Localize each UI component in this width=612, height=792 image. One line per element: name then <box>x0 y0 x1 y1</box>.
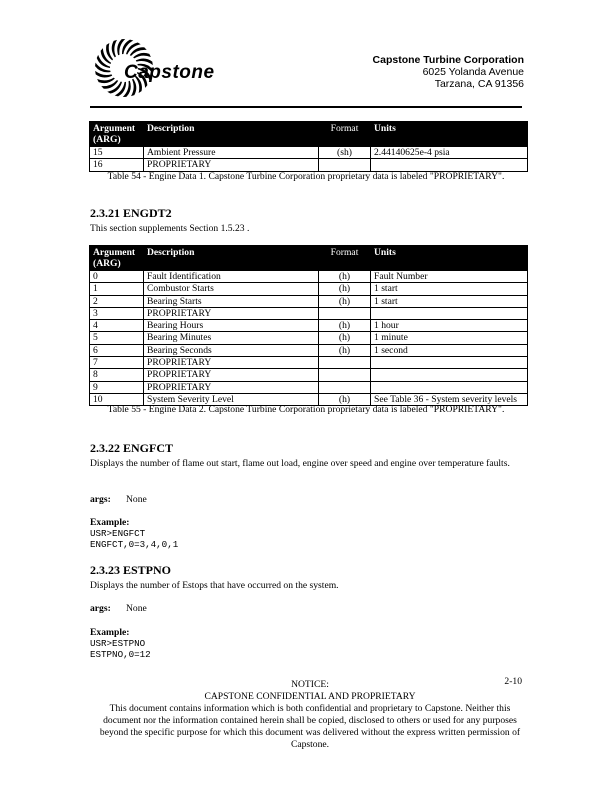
cell-format: (h) <box>319 393 371 405</box>
table-row <box>90 344 528 356</box>
cell-units: 1 hour <box>371 320 528 332</box>
section-heading-engfct: 2.3.22 ENGFCT <box>90 441 174 455</box>
column-header-description: Description <box>144 246 319 271</box>
turbine-blade <box>97 78 115 84</box>
cell-argument: 9 <box>90 381 144 393</box>
engine-data-1-table <box>89 121 528 172</box>
cell-argument: 4 <box>90 320 144 332</box>
cell-argument: 16 <box>90 159 144 171</box>
cell-units: Fault Number <box>371 271 528 283</box>
section-heading-engdt2: 2.3.21 ENGDT2 <box>90 206 172 220</box>
turbine-blade <box>133 53 151 59</box>
section-heading-estpno: 2.3.23 ESTPNO <box>90 563 172 577</box>
cell-units: 1 start <box>371 283 528 295</box>
header-divider <box>90 106 522 108</box>
cell-format: (h) <box>319 344 371 356</box>
table-row <box>90 369 528 381</box>
cell-argument: 0 <box>90 271 144 283</box>
turbine-blade <box>112 40 117 58</box>
cell-description: Bearing Starts <box>144 295 319 307</box>
column-header-format: Format <box>319 122 371 147</box>
address-line-1: 6025 Yolanda Avenue <box>422 66 524 78</box>
capstone-logo <box>90 38 220 98</box>
table-row <box>90 295 528 307</box>
cell-format: (h) <box>319 295 371 307</box>
cell-format <box>319 159 371 171</box>
cell-argument: 5 <box>90 332 144 344</box>
args-line-engfct <box>90 494 147 505</box>
address-line-2: Tarzana, CA 91356 <box>434 78 524 90</box>
example-response: ESTPNO,0=12 <box>90 649 151 660</box>
cell-format: (h) <box>319 320 371 332</box>
company-name: Capstone Turbine Corporation <box>372 54 524 66</box>
cell-description: Ambient Pressure <box>144 147 319 159</box>
table-row <box>90 332 528 344</box>
cell-argument: 8 <box>90 369 144 381</box>
example-command: USR>ENGFCT <box>90 528 146 539</box>
column-header-units: Units <box>371 122 528 147</box>
cell-format: (h) <box>319 332 371 344</box>
cell-units: 1 start <box>371 295 528 307</box>
logo-text: Capstone <box>124 62 215 83</box>
cell-units <box>371 357 528 369</box>
cell-units <box>371 381 528 393</box>
cell-description: PROPRIETARY <box>144 159 319 171</box>
table-row <box>90 357 528 369</box>
cell-format <box>319 357 371 369</box>
table-row <box>90 320 528 332</box>
cell-format <box>319 381 371 393</box>
notice-subtitle: CAPSTONE CONFIDENTIAL AND PROPRIETARY <box>204 691 416 702</box>
cell-units: 1 second <box>371 344 528 356</box>
cell-description: PROPRIETARY <box>144 357 319 369</box>
section-text-engdt2: This section supplements Section 1.5.23 . <box>90 223 250 234</box>
cell-format: (sh) <box>319 147 371 159</box>
section-text-engfct: Displays the number of flame out start, flame out load, engine over speed and engine over temperature faults. <box>90 458 510 469</box>
args-label: args: <box>90 603 111 614</box>
cell-description: Fault Identification <box>144 271 319 283</box>
cell-description: Bearing Hours <box>144 320 319 332</box>
cell-argument: 1 <box>90 283 144 295</box>
table-row <box>90 147 528 159</box>
cell-argument: 10 <box>90 393 144 405</box>
cell-format: (h) <box>319 271 371 283</box>
column-header-argument: Argument (ARG) <box>90 246 144 271</box>
example-label: Example: <box>90 627 130 638</box>
args-value: None <box>126 603 147 614</box>
cell-description: System Severity Level <box>144 393 319 405</box>
table-row <box>90 381 528 393</box>
table-header-row <box>90 122 528 147</box>
notice-title: NOTICE: <box>291 679 329 690</box>
cell-description: Combustor Starts <box>144 283 319 295</box>
cell-units <box>371 369 528 381</box>
cell-description: PROPRIETARY <box>144 307 319 319</box>
cell-units: 1 minute <box>371 332 528 344</box>
cell-format <box>319 369 371 381</box>
cell-argument: 15 <box>90 147 144 159</box>
cell-description: PROPRIETARY <box>144 381 319 393</box>
table-row <box>90 283 528 295</box>
cell-units: See Table 36 - System severity levels <box>371 393 528 405</box>
cell-description: Bearing Seconds <box>144 344 319 356</box>
cell-format: (h) <box>319 283 371 295</box>
company-address <box>373 54 524 90</box>
column-header-units: Units <box>371 246 528 271</box>
table-55-caption: Table 55 - Engine Data 2. Capstone Turbine Corporation proprietary data is labeled "PROPRIETARY". <box>107 404 505 415</box>
cell-units: 2.44140625e-4 psia <box>371 147 528 159</box>
args-value: None <box>126 494 147 505</box>
confidentiality-notice <box>90 679 530 751</box>
section-text-estpno: Displays the number of Estops that have occurred on the system. <box>90 580 339 591</box>
cell-description: Bearing Minutes <box>144 332 319 344</box>
cell-argument: 7 <box>90 357 144 369</box>
table-header-row <box>90 246 528 271</box>
column-header-format: Format <box>319 246 371 271</box>
cell-argument: 6 <box>90 344 144 356</box>
args-line-estpno <box>90 603 147 614</box>
cell-argument: 3 <box>90 307 144 319</box>
example-response: ENGFCT,0=3,4,0,1 <box>90 539 179 550</box>
table-row <box>90 271 528 283</box>
cell-units <box>371 159 528 171</box>
column-header-argument: Argument (ARG) <box>90 122 144 147</box>
page-number: 2-10 <box>504 676 522 687</box>
cell-units <box>371 307 528 319</box>
table-54-caption: Table 54 - Engine Data 1. Capstone Turbine Corporation proprietary data is labeled "PROPRIETARY". <box>107 171 505 182</box>
cell-format <box>319 307 371 319</box>
cell-description: PROPRIETARY <box>144 369 319 381</box>
example-command: USR>ESTPNO <box>90 638 146 649</box>
table-row <box>90 307 528 319</box>
example-label: Example: <box>90 517 130 528</box>
table-row <box>90 159 528 171</box>
cell-argument: 2 <box>90 295 144 307</box>
engine-data-2-table <box>89 245 528 406</box>
column-header-description: Description <box>144 122 319 147</box>
args-label: args: <box>90 494 111 505</box>
example-block-engfct <box>90 517 178 550</box>
notice-body: This document contains information which is both confidential and proprietary to Capstone. Neither this document nor the information contained herein shall be copied, disclosed to others or used for any purposes beyond the specific purpose for which this document was delivered without the express written permission of Capstone. <box>99 703 521 750</box>
example-block-estpno <box>90 627 151 660</box>
